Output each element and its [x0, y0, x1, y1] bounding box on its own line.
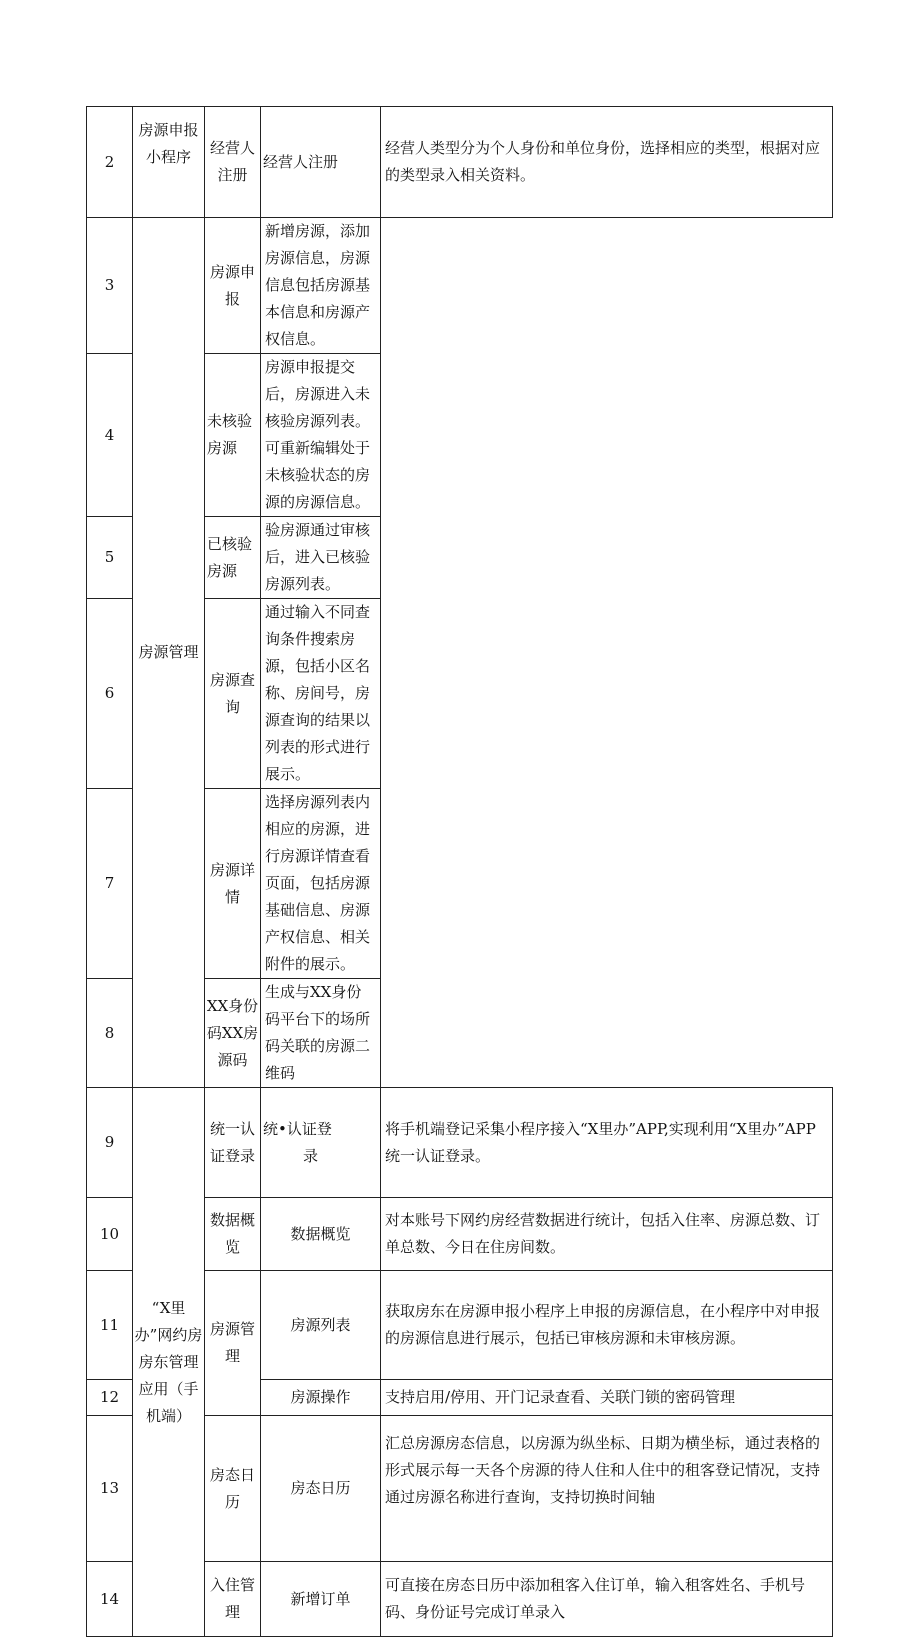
module-name: 经营人注册 [205, 107, 261, 218]
system-name: “X里办”网约房房东管理应用（手机端） [133, 1088, 205, 1637]
system-name: 房源申报小程序 [133, 107, 205, 218]
row-number: 11 [87, 1271, 133, 1380]
table-row [87, 107, 833, 218]
requirements-table [86, 106, 833, 1637]
function-description: 生成与XX身份码平台下的场所码关联的房源二维码 [261, 979, 381, 1088]
function-description: 支持启用/停用、开门记录查看、关联门锁的密码管理 [381, 1380, 833, 1416]
function-name: 房源详情 [205, 789, 261, 979]
module-name: 数据概览 [205, 1198, 261, 1271]
function-name: 数据概览 [261, 1198, 381, 1271]
function-name: 房态日历 [261, 1416, 381, 1562]
row-number: 4 [87, 354, 133, 517]
function-description: 可直接在房态日历中添加租客入住订单，输入租客姓名、手机号码、身份证号完成订单录入 [381, 1562, 833, 1637]
module-name: 房源管理 [205, 1271, 261, 1416]
module-name: 房源管理 [133, 218, 205, 1088]
function-description: 对本账号下网约房经营数据进行统计，包括入住率、房源总数、订单总数、今日在住房间数。 [381, 1198, 833, 1271]
function-description: 选择房源列表内相应的房源，进行房源详情查看页面，包括房源基础信息、房源产权信息、相关附件的展示。 [261, 789, 381, 979]
function-description: 经营人类型分为个人身份和单位身份，选择相应的类型，根据对应的类型录入相关资料。 [381, 107, 833, 218]
function-description: 验房源通过审核后，进入已核验房源列表。 [261, 517, 381, 599]
row-number: 9 [87, 1088, 133, 1198]
function-description: 新增房源，添加房源信息，房源信息包括房源基本信息和房源产权信息。 [261, 218, 381, 354]
function-name: 新增订单 [261, 1562, 381, 1637]
function-description: 房源申报提交后，房源进入未核验房源列表。可重新编辑处于未核验状态的房源的房源信息。 [261, 354, 381, 517]
function-name: 经营人注册 [261, 107, 381, 218]
function-name: 房源查询 [205, 599, 261, 789]
function-name: 房源申报 [205, 218, 261, 354]
table-row [87, 1088, 833, 1198]
row-number: 3 [87, 218, 133, 354]
row-number: 14 [87, 1562, 133, 1637]
row-number: 7 [87, 789, 133, 979]
function-name: 房源操作 [261, 1380, 381, 1416]
function-name: 已核验房源 [205, 517, 261, 599]
function-name: XX身份码XX房源码 [205, 979, 261, 1088]
table-row [87, 218, 833, 354]
module-name: 房态日历 [205, 1416, 261, 1562]
row-number: 8 [87, 979, 133, 1088]
function-description: 通过输入不同查询条件搜索房源，包括小区名称、房间号，房源查询的结果以列表的形式进行展示。 [261, 599, 381, 789]
row-number: 13 [87, 1416, 133, 1562]
row-number: 12 [87, 1380, 133, 1416]
function-name: 房源列表 [261, 1271, 381, 1380]
function-name-line-2: 录 [303, 1146, 319, 1165]
function-description: 汇总房源房态信息，以房源为纵坐标、日期为横坐标，通过表格的形式展示每一天各个房源的待人住和人住中的租客登记情况，支持通过房源名称进行查询，支持切换时间轴 [381, 1416, 833, 1562]
function-name-line-1: 统•认证登 [263, 1119, 332, 1138]
module-name: 统一认证登录 [205, 1088, 261, 1198]
function-description: 获取房东在房源申报小程序上申报的房源信息，在小程序中对申报的房源信息进行展示，包括已审核房源和未审核房源。 [381, 1271, 833, 1380]
function-name: 未核验房源 [205, 354, 261, 517]
function-name [261, 1088, 381, 1198]
row-number: 6 [87, 599, 133, 789]
module-name: 入住管理 [205, 1562, 261, 1637]
row-number: 5 [87, 517, 133, 599]
function-description: 将手机端登记采集小程序接入“X里办”APP,实现利用“X里办”APP统一认证登录。 [381, 1088, 833, 1198]
row-number: 10 [87, 1198, 133, 1271]
row-number: 2 [87, 107, 133, 218]
